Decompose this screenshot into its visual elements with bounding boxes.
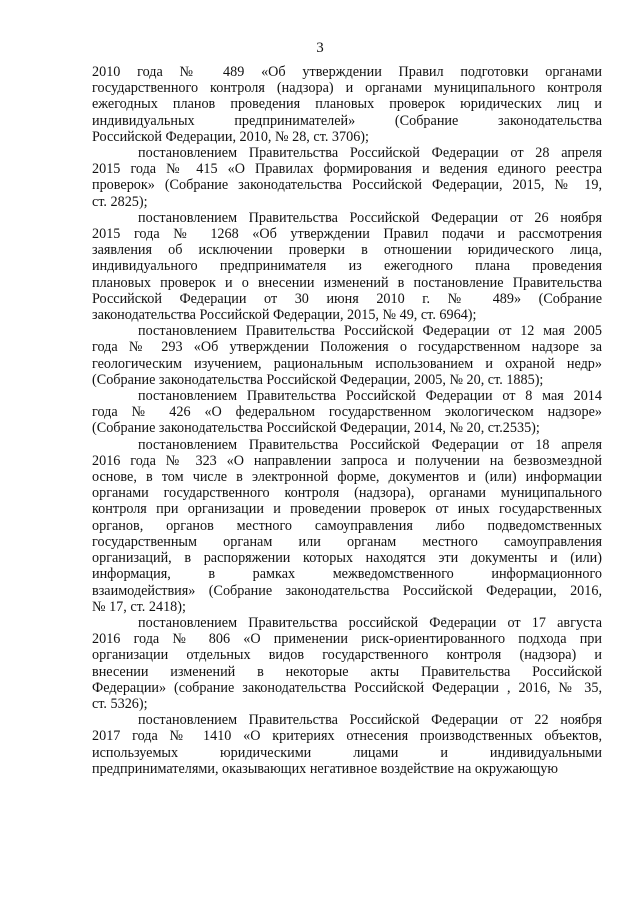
text-line: государственного контроля (надзора) и органами муниципального контроля xyxy=(92,80,602,97)
text-line: контроля при организации и проведении проверок от иных государственных xyxy=(92,501,602,518)
text-line: индивидуального предпринимателя из ежегодного плана проведения xyxy=(92,258,602,275)
text-line: года № 293 «Об утверждении Положения о государственном надзоре за xyxy=(92,339,602,356)
text-line: постановлением Правительства Российской Федерации от 22 ноября xyxy=(138,712,602,729)
text-line: законодательства Российской Федерации, 2015, № 49, ст. 6964); xyxy=(92,307,477,324)
text-line: 2010 года № 489 «Об утверждении Правил подготовки органами xyxy=(92,64,602,80)
text-line: 2015 года № 415 «О Правилах формирования и ведения единого реестра xyxy=(92,161,602,178)
text-line: постановлением Правительства российской Федерации от 17 августа xyxy=(138,614,602,631)
text-line: № 17, ст. 2418); xyxy=(92,598,186,615)
text-line: организаций, в распоряжении которых находятся эти документы и (или) xyxy=(92,550,602,567)
text-line: Российской Федерации, 2010, № 28, ст. 3706); xyxy=(92,128,369,145)
page-number: 3 xyxy=(316,40,324,56)
text-line: 2016 года № 806 «О применении риск-ориентированного подхода при xyxy=(92,631,602,648)
text-line: 2017 года № 1410 «О критериях отнесения производственных объектов, xyxy=(92,728,602,745)
paragraph xyxy=(92,323,602,388)
paragraph xyxy=(92,64,602,145)
text-line: государственным органам или органам местного самоуправления xyxy=(92,533,602,550)
text-line: информация, в рамках межведомственного информационного xyxy=(92,566,602,583)
text-line: плановых проверок и о внесении изменений в постановление Правительства xyxy=(92,274,602,291)
text-line: организации отдельных видов государственного контроля (надзора) и xyxy=(92,647,602,664)
text-line: постановлением Правительства Российской Федерации от 26 ноября xyxy=(138,209,602,226)
text-line: постановлением Правительства Российской Федерации от 28 апреля xyxy=(138,145,602,162)
paragraph xyxy=(92,210,602,323)
text-line: органов, органов местного самоуправления либо подведомственных xyxy=(92,517,602,534)
text-line: ст. 2825); xyxy=(92,193,148,210)
text-line: постановлением Правительства Российской Федерации от 8 мая 2014 xyxy=(138,388,602,405)
text-line: постановлением Правительства Российской Федерации от 12 мая 2005 xyxy=(138,323,602,340)
text-line: геологическим изучением, рациональным использованием и охраной недр» xyxy=(92,355,602,372)
text-line: органами государственного контроля (надзора), органами муниципального xyxy=(92,485,602,502)
text-line: заявления об исключении проверки в отношении юридического лица, xyxy=(92,242,602,259)
text-line: Федерации» (собрание законодательства Российской Федерации , 2016, № 35, xyxy=(92,679,602,696)
paragraph xyxy=(92,615,602,712)
text-line: постановлением Правительства Российской Федерации от 18 апреля xyxy=(138,436,602,453)
text-line: проверок» (Собрание законодательства Российской Федерации, 2015, № 19, xyxy=(92,177,602,194)
text-line: Российской Федерации от 30 июня 2010 г. № 489» (Собрание xyxy=(92,290,602,307)
text-line: индивидуальных предпринимателей» (Собрание законодательства xyxy=(92,112,602,129)
text-line: взаимодействия» (Собрание законодательства Российской Федерации, 2016, xyxy=(92,582,602,599)
text-line: (Собрание законодательства Российской Федерации, 2005, № 20, ст. 1885); xyxy=(92,371,544,388)
document-body xyxy=(92,64,602,777)
text-line: ст. 5326); xyxy=(92,695,148,712)
paragraph xyxy=(92,437,602,615)
text-line: 2015 года № 1268 «Об утверждении Правил подачи и рассмотрения xyxy=(92,226,602,243)
text-line: (Собрание законодательства Российской Федерации, 2014, № 20, ст.2535); xyxy=(92,420,540,437)
text-line: предпринимателями, оказывающих негативное воздействие на окружающую xyxy=(92,760,558,777)
paragraph xyxy=(92,145,602,210)
text-line: года № 426 «О федеральном государственном экологическом надзоре» xyxy=(92,404,602,421)
text-line: используемых юридическими лицами и индивидуальными xyxy=(92,744,602,761)
text-line: 2016 года № 323 «О направлении запроса и получении на безвозмездной xyxy=(92,452,602,469)
text-line: внесении изменений в некоторые акты Правительства Российской xyxy=(92,663,602,680)
paragraph xyxy=(92,712,602,777)
text-line: основе, в том числе в электронной форме, документов и (или) информации xyxy=(92,469,602,486)
paragraph xyxy=(92,388,602,437)
text-line: ежегодных планов проведения плановых проверок юридических лиц и xyxy=(92,96,602,113)
